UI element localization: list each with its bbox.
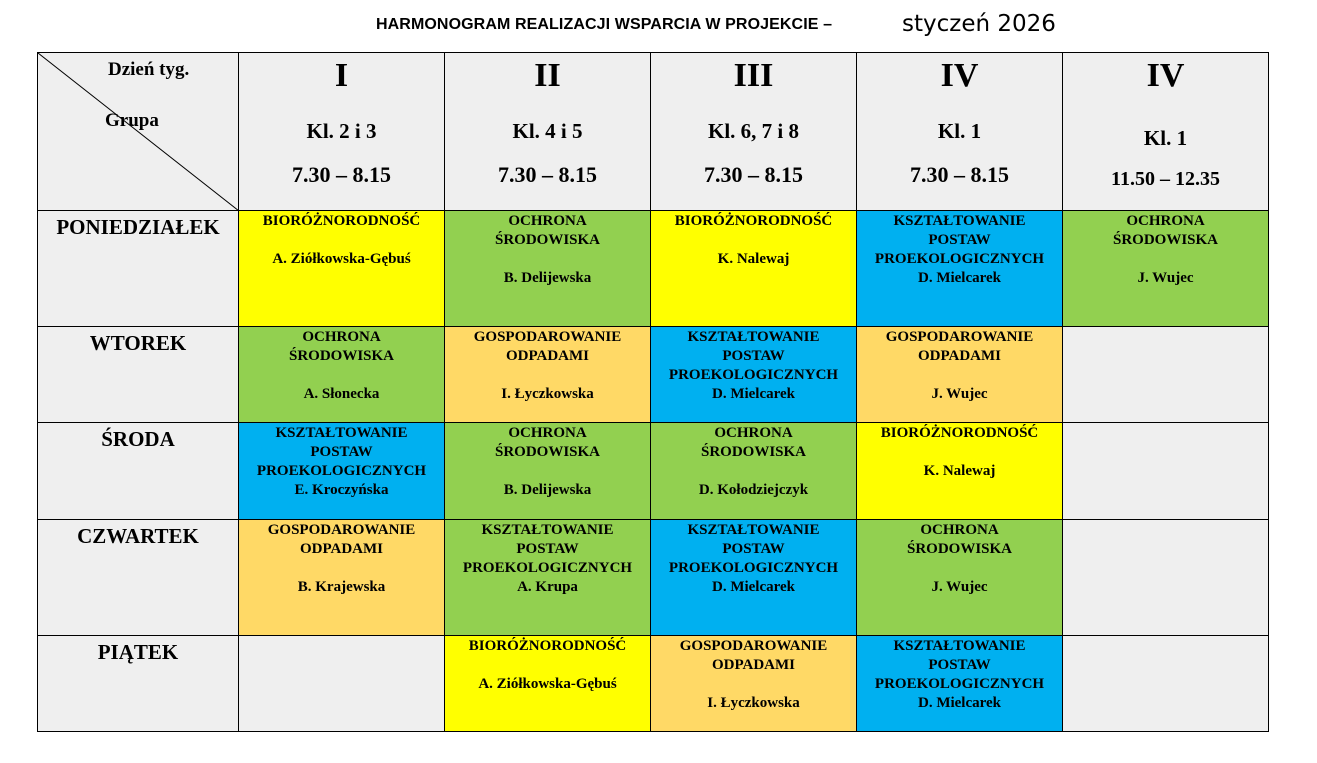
teacher-name: E. Kroczyńska [294,482,389,498]
subject-line: ŚRODOWISKA [494,232,601,248]
group-number: IV [940,57,979,94]
lesson-cell [857,520,1063,636]
subject-line: KSZTAŁTOWANIE [481,522,614,538]
teacher-name: A. Słonecka [303,386,380,402]
lesson-cell [1063,211,1269,327]
column-header [1063,53,1269,211]
group-number: III [733,57,774,94]
lesson-cell [445,636,651,732]
lesson-cell [857,636,1063,732]
subject-line: PROEKOLOGICZNYCH [256,463,427,479]
time-label: 7.30 – 8.15 [910,162,1009,187]
teacher-name: J. Wujec [931,579,988,595]
subject-line: OCHRONA [1126,213,1205,229]
lesson-cell [445,520,651,636]
teacher-name: B. Delijewska [503,482,592,498]
subject-line: GOSPODAROWANIE [885,329,1034,345]
lesson-cell [651,423,857,520]
subject-line: POSTAW [928,232,991,248]
class-label: Kl. 1 [937,119,982,143]
subject-line: PROEKOLOGICZNYCH [462,560,633,576]
subject-line: PROEKOLOGICZNYCH [668,560,839,576]
teacher-name: D. Kołodziejczyk [698,482,809,498]
class-label: Kl. 4 i 5 [512,119,583,143]
group-number: I [334,57,349,94]
subject-line: BIORÓŻNORODNOŚĆ [674,213,833,229]
subject-line: OCHRONA [508,213,587,229]
teacher-name: K. Nalewaj [923,463,996,479]
empty-cell [1063,327,1269,423]
subject-line: ODPADAMI [917,348,1002,364]
subject-line: BIORÓŻNORODNOŚĆ [468,638,627,654]
teacher-name: I. Łyczkowska [501,386,594,402]
group-number: II [534,57,561,94]
subject-line: OCHRONA [302,329,381,345]
subject-line: BIORÓŻNORODNOŚĆ [880,425,1039,441]
lesson-cell [445,327,651,423]
class-label: Kl. 1 [1143,126,1188,150]
lesson-cell [857,327,1063,423]
time-label: 11.50 – 12.35 [1111,168,1220,190]
day-label: CZWARTEK [38,520,239,636]
teacher-name: A. Ziółkowska-Gębuś [478,676,617,692]
teacher-name: B. Krajewska [297,579,386,595]
subject-line: GOSPODAROWANIE [473,329,622,345]
teacher-name: J. Wujec [931,386,988,402]
title-month: styczeń 2026 [902,11,1056,37]
subject-line: POSTAW [928,657,991,673]
subject-line: KSZTAŁTOWANIE [893,638,1026,654]
subject-line: GOSPODAROWANIE [679,638,828,654]
teacher-name: D. Mielcarek [917,695,1002,711]
time-label: 7.30 – 8.15 [498,162,597,187]
subject-line: BIORÓŻNORODNOŚĆ [262,213,421,229]
group-number: IV [1146,57,1185,94]
day-label: PIĄTEK [38,636,239,732]
lesson-cell [239,423,445,520]
day-label: PONIEDZIAŁEK [38,211,239,327]
subject-line: ODPADAMI [505,348,590,364]
title-main: HARMONOGRAM REALIZACJI WSPARCIA W PROJEKCIE – [376,16,833,33]
lesson-cell [239,520,445,636]
subject-line: KSZTAŁTOWANIE [687,522,820,538]
lesson-cell [239,211,445,327]
subject-line: POSTAW [722,348,785,364]
lesson-cell [651,520,857,636]
empty-cell [239,636,445,732]
subject-line: POSTAW [310,444,373,460]
lesson-cell [857,423,1063,520]
day-row [38,327,1269,423]
subject-line: KSZTAŁTOWANIE [687,329,820,345]
day-row [38,423,1269,520]
empty-cell [1063,423,1269,520]
subject-line: OCHRONA [920,522,999,538]
class-label: Kl. 6, 7 i 8 [707,119,799,143]
teacher-name: A. Krupa [517,579,578,595]
teacher-name: D. Mielcarek [711,579,796,595]
subject-line: PROEKOLOGICZNYCH [874,251,1045,267]
subject-line: OCHRONA [714,425,793,441]
teacher-name: B. Delijewska [503,270,592,286]
corner-day-label: Dzień tyg. [108,59,190,80]
teacher-name: A. Ziółkowska-Gębuś [272,251,411,267]
subject-line: POSTAW [722,541,785,557]
lesson-cell [857,211,1063,327]
lesson-cell [651,327,857,423]
subject-line: ŚRODOWISKA [494,444,601,460]
subject-line: OCHRONA [508,425,587,441]
lesson-cell [445,423,651,520]
day-row [38,636,1269,732]
teacher-name: D. Mielcarek [917,270,1002,286]
day-label: WTOREK [38,327,239,423]
teacher-name: D. Mielcarek [711,386,796,402]
column-header [857,53,1063,211]
teacher-name: J. Wujec [1137,270,1194,286]
class-label: Kl. 2 i 3 [306,119,377,143]
subject-line: GOSPODAROWANIE [267,522,416,538]
teacher-name: I. Łyczkowska [707,695,800,711]
subject-line: ŚRODOWISKA [700,444,807,460]
time-label: 7.30 – 8.15 [292,162,391,187]
subject-line: ŚRODOWISKA [1112,232,1219,248]
teacher-name: K. Nalewaj [717,251,790,267]
subject-line: PROEKOLOGICZNYCH [874,676,1045,692]
header-row [38,53,1269,211]
corner-group-label: Grupa [105,110,159,131]
subject-line: ŚRODOWISKA [288,348,395,364]
subject-line: KSZTAŁTOWANIE [893,213,1026,229]
empty-cell [1063,636,1269,732]
empty-cell [1063,520,1269,636]
column-header [651,53,857,211]
corner-cell [38,53,239,211]
lesson-cell [651,211,857,327]
lesson-cell [651,636,857,732]
day-label: ŚRODA [38,423,239,520]
subject-line: POSTAW [516,541,579,557]
subject-line: ODPADAMI [299,541,384,557]
page-title [0,10,1317,40]
subject-line: KSZTAŁTOWANIE [275,425,408,441]
subject-line: ŚRODOWISKA [906,541,1013,557]
column-header [445,53,651,211]
day-row [38,520,1269,636]
schedule-table [37,52,1269,732]
day-row [38,211,1269,327]
column-header [239,53,445,211]
time-label: 7.30 – 8.15 [704,162,803,187]
lesson-cell [239,327,445,423]
subject-line: ODPADAMI [711,657,796,673]
lesson-cell [445,211,651,327]
subject-line: PROEKOLOGICZNYCH [668,367,839,383]
